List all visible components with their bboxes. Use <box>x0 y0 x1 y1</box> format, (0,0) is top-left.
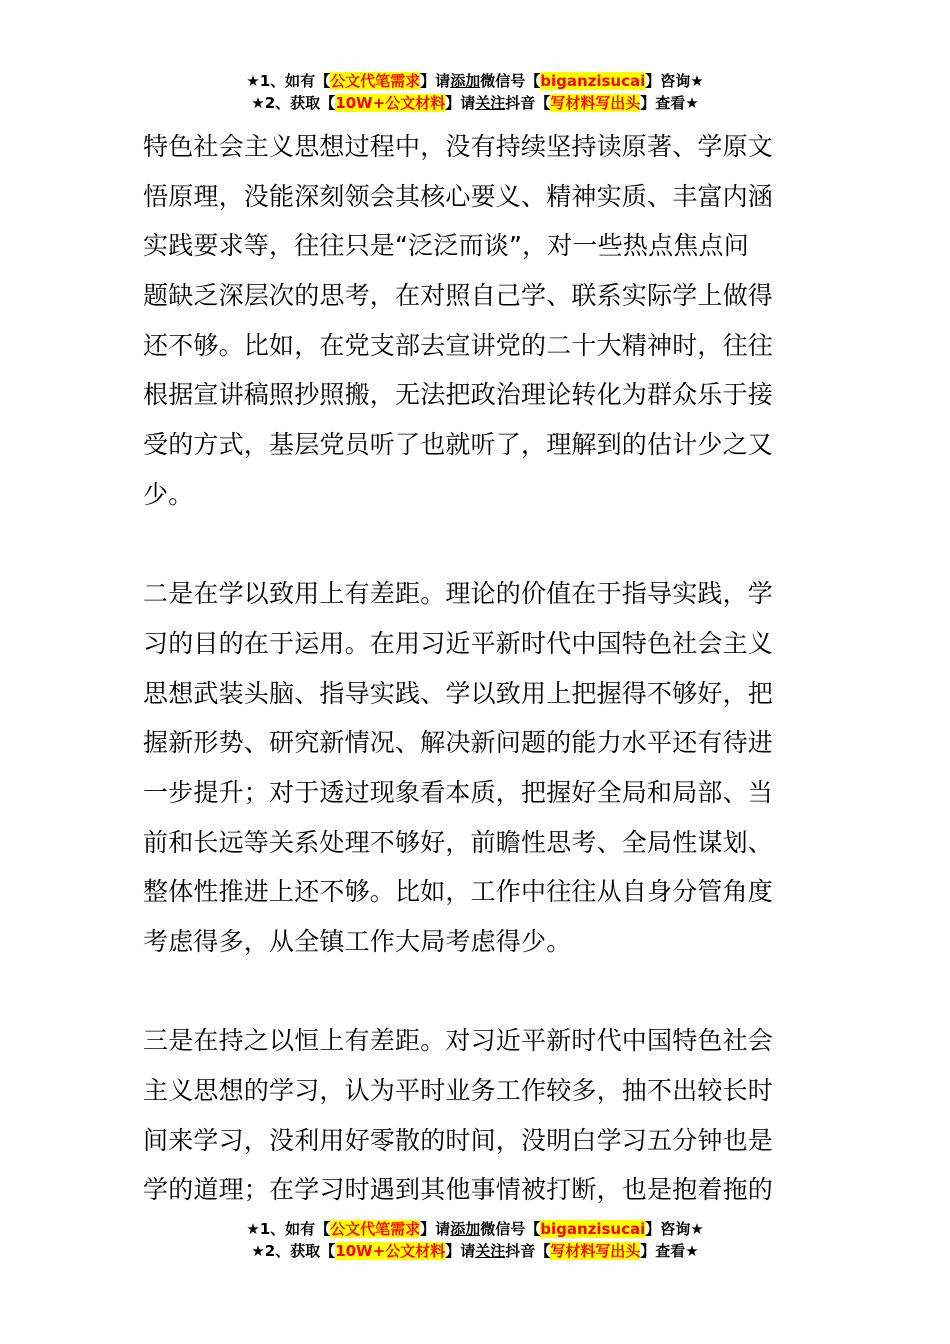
header-banner-line-1 <box>0 70 950 92</box>
banner-text: 】查看★ <box>640 1242 699 1260</box>
text-line: 考虑得多，从全镇工作大局考虑得少。 <box>143 927 572 956</box>
banner-highlight: biganzisucai <box>540 72 646 90</box>
banner-underlined-text: 添加 <box>450 72 481 90</box>
banner-text: 】请 <box>420 72 451 90</box>
banner-text: ★2、获取【 <box>251 1242 336 1260</box>
text-line: 前和长远等关系处理不够好，前瞻性思考、全局性谋划、 <box>143 827 774 857</box>
banner-underlined-text: 关注 <box>475 1242 506 1260</box>
footer-banner-line-1 <box>0 1218 950 1240</box>
banner-highlight: 公文代笔需求 <box>330 1220 421 1238</box>
text-line: 学的道理；在学习时遇到其他事情被打断，也是抱着拖的 <box>143 1175 774 1205</box>
text-line: 主义思想的学习，认为平时业务工作较多，抽不出较长时 <box>143 1076 774 1106</box>
banner-text: 】请 <box>445 94 476 112</box>
banner-highlight: 写材料写出头 <box>550 1242 641 1260</box>
text-line: 间来学习，没利用好零散的时间，没明白学习五分钟也是 <box>143 1125 774 1155</box>
text-line: 习的目的在于运用。在用习近平新时代中国特色社会主义 <box>143 628 774 658</box>
banner-text: 微信号【 <box>480 72 541 90</box>
text-line: 一步提升；对于透过现象看本质，把握好全局和局部、当 <box>143 777 774 807</box>
banner-highlight: 10W+公文材料 <box>335 94 446 112</box>
text-line: 三是在持之以恒上有差距。对习近平新时代中国特色社会 <box>143 1026 774 1056</box>
text-line: 悟原理，没能深刻领会其核心要义、精神实质、丰富内涵 <box>143 181 774 211</box>
banner-text: 】咨询★ <box>645 1220 704 1238</box>
document-body <box>143 122 808 1215</box>
banner-text: ★1、如有【 <box>246 72 331 90</box>
text-line: 整体性推进上还不够。比如，工作中往往从自身分管角度 <box>143 877 774 907</box>
banner-text: ★1、如有【 <box>246 1220 331 1238</box>
text-line: 题缺乏深层次的思考，在对照自己学、联系实际学上做得 <box>143 281 774 311</box>
paragraph-2 <box>143 569 808 967</box>
paragraph-1 <box>143 122 808 520</box>
header-banner-line-2 <box>0 92 950 114</box>
header-banner <box>0 70 950 114</box>
footer-banner <box>0 1218 950 1262</box>
paragraph-3 <box>143 1016 808 1215</box>
banner-highlight: 10W+公文材料 <box>335 1242 446 1260</box>
banner-underlined-text: 关注 <box>475 94 506 112</box>
text-line: 根据宣讲稿照抄照搬，无法把政治理论转化为群众乐于接 <box>143 380 774 410</box>
banner-text: 】咨询★ <box>645 72 704 90</box>
banner-text: 】请 <box>420 1220 451 1238</box>
text-line: 还不够。比如，在党支部去宣讲党的二十大精神时，往往 <box>143 330 774 360</box>
banner-text: 抖音【 <box>505 1242 551 1260</box>
banner-text: 】请 <box>445 1242 476 1260</box>
text-line: 特色社会主义思想过程中，没有持续坚持读原著、学原文 <box>143 132 774 161</box>
text-line: 少。 <box>143 479 194 509</box>
banner-text: ★2、获取【 <box>251 94 336 112</box>
banner-text: 微信号【 <box>480 1220 541 1238</box>
banner-highlight: 公文代笔需求 <box>330 72 421 90</box>
text-line: 握新形势、研究新情况、解决新问题的能力水平还有待进 <box>143 728 774 758</box>
banner-highlight: 写材料写出头 <box>550 94 641 112</box>
banner-text: 】查看★ <box>640 94 699 112</box>
banner-text: 抖音【 <box>505 94 551 112</box>
banner-underlined-text: 添加 <box>450 1220 481 1238</box>
footer-banner-line-2 <box>0 1240 950 1262</box>
banner-highlight: biganzisucai <box>540 1220 646 1238</box>
text-line: 受的方式，基层党员听了也就听了，理解到的估计少之又 <box>143 430 774 460</box>
text-line: 思想武装头脑、指导实践、学以致用上把握得不够好，把 <box>143 678 774 708</box>
text-line: 实践要求等，往往只是“泛泛而谈”，对一些热点焦点问 <box>143 231 749 261</box>
text-line: 二是在学以致用上有差距。理论的价值在于指导实践，学 <box>143 579 774 609</box>
